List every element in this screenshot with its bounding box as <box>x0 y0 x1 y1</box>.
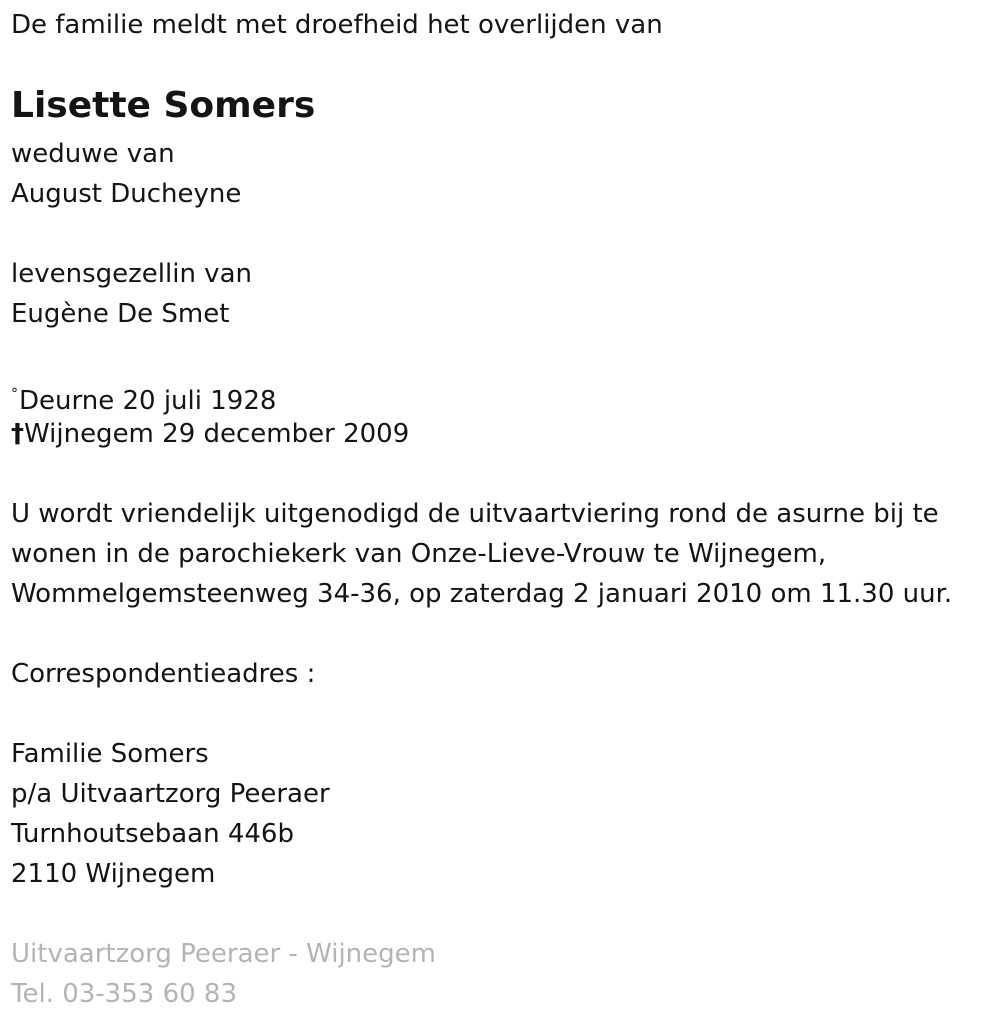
birth-text: Deurne 20 juli 1928 <box>19 386 277 416</box>
invitation-line: U wordt vriendelijk uitgenodigd de uitvaartviering rond de asurne bij te <box>11 499 939 529</box>
address-line: 2110 Wijnegem <box>11 859 216 889</box>
death-line <box>11 414 409 454</box>
relation-label-widow: weduwe van <box>11 139 175 169</box>
footer-phone: Tel. 03-353 60 83 <box>11 979 238 1009</box>
death-text: Wijnegem 29 december 2009 <box>24 419 410 449</box>
birth-line <box>11 374 276 414</box>
relation-label-partner: levensgezellin van <box>11 259 252 289</box>
invitation-line: wonen in de parochiekerk van Onze-Lieve-Vrouw te Wijnegem, <box>11 539 827 569</box>
invitation-line: Wommelgemsteenweg 34-36, op zaterdag 2 januari 2010 om 11.30 uur. <box>11 579 953 609</box>
correspondence-heading: Correspondentieadres : <box>11 659 316 689</box>
death-cross-icon: † <box>11 419 24 449</box>
intro-text: De familie meldt met droefheid het overlijden van <box>11 10 663 40</box>
footer-company: Uitvaartzorg Peeraer - Wijnegem <box>11 939 436 969</box>
address-line: Turnhoutsebaan 446b <box>11 819 294 849</box>
relation-person-partner: Eugène De Smet <box>11 299 230 329</box>
relation-person-husband: August Ducheyne <box>11 179 242 209</box>
address-line: Familie Somers <box>11 739 209 769</box>
deceased-name: Lisette Somers <box>11 85 316 126</box>
address-line: p/a Uitvaartzorg Peeraer <box>11 779 330 809</box>
birth-circle-icon: ° <box>11 386 18 402</box>
